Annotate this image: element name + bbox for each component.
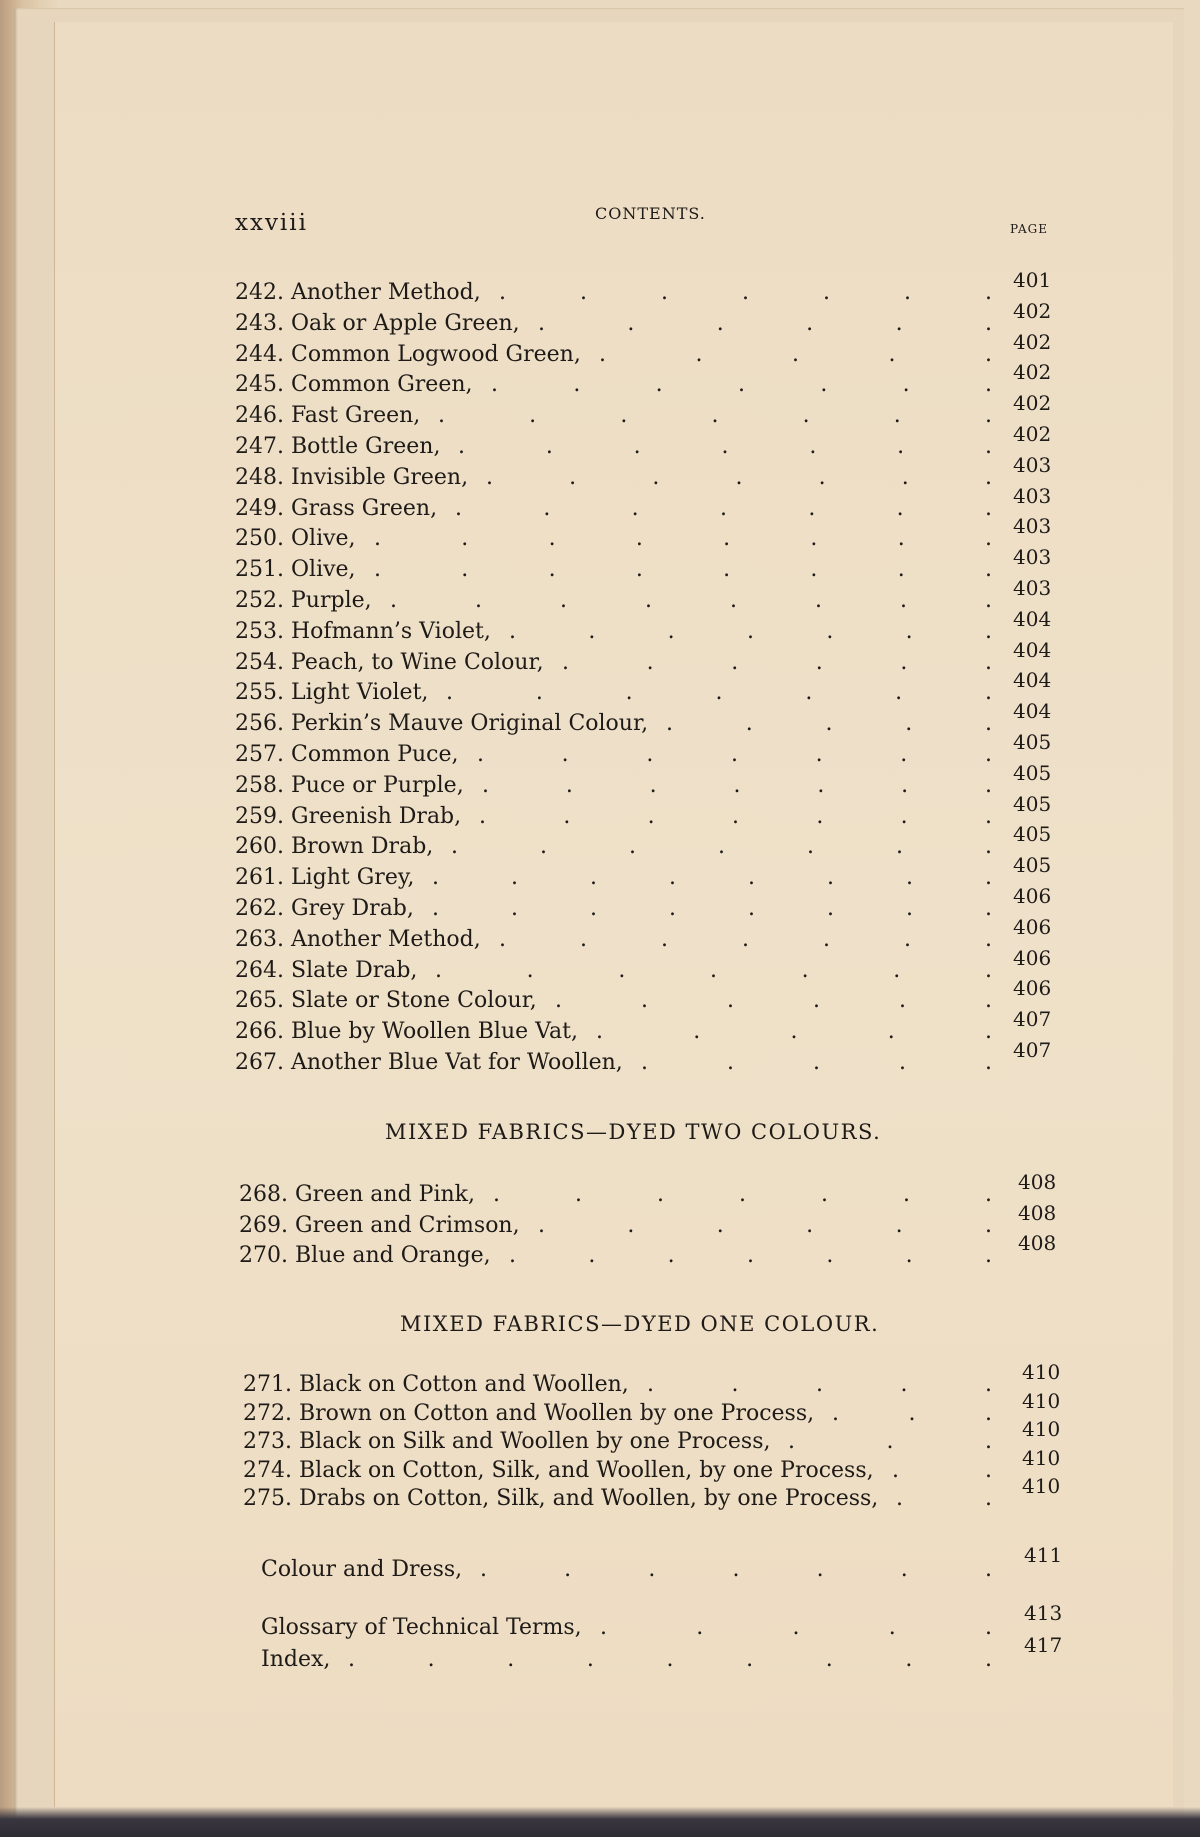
contents-entry: [235, 341, 992, 372]
contents-entry: [243, 1372, 992, 1402]
entry-page-number: 410: [1022, 1360, 1061, 1384]
entry-page-number: 410: [1022, 1445, 1061, 1470]
contents-entry: [235, 310, 992, 341]
entry-title: Fast Green,: [291, 403, 421, 429]
entry-page-number: 410: [1022, 1474, 1061, 1498]
contents-entry: [235, 588, 992, 618]
entry-number: 272.: [243, 1400, 292, 1426]
entry-page-number: 405: [1013, 822, 1052, 847]
entry-page-number: 402: [1013, 422, 1052, 446]
entry-number: 268.: [239, 1182, 288, 1207]
entry-title: Grey Drab,: [291, 896, 414, 921]
entry-page-number: 408: [1018, 1200, 1057, 1225]
entry-title: Green and Pink,: [295, 1182, 475, 1207]
entry-title: Black on Cotton and Woollen,: [299, 1372, 629, 1397]
leader-dots: . . . . . . .: [438, 403, 992, 429]
entry-page-number: 402: [1013, 329, 1052, 354]
entry-page-number: 401: [1013, 268, 1052, 292]
entry-title: Brown on Cotton and Woollen by one Process,: [299, 1400, 815, 1426]
entry-number: 243.: [235, 310, 284, 336]
contents-entry: [235, 434, 992, 464]
entry-title: Common Logwood Green,: [291, 341, 581, 367]
leader-dots: . . . . . . .: [458, 434, 992, 459]
leader-dots: . . . . . . .: [499, 926, 992, 952]
entry-number: 262.: [235, 896, 284, 921]
entry-number: 249.: [235, 495, 284, 521]
entry-title: Purple,: [291, 588, 372, 613]
leader-dots: . . . . . . .: [482, 772, 992, 798]
entry-title: Greenish Drab,: [291, 803, 462, 829]
entry-title: Glossary of Technical Terms,: [261, 1615, 582, 1640]
leader-dots: . . . . .: [641, 1050, 992, 1075]
entry-number: 265.: [235, 988, 284, 1014]
folio: xxviii: [235, 210, 309, 236]
contents-entry: [235, 896, 992, 926]
entry-page-number: 411: [1024, 1543, 1063, 1567]
entry-number: 254.: [235, 649, 284, 675]
entry-title: Light Grey,: [291, 865, 415, 891]
contents-page: [54, 22, 1173, 1807]
entry-page-number: 404: [1013, 606, 1052, 631]
entry-page-number: 403: [1013, 545, 1052, 570]
contents-entry: [243, 1457, 992, 1488]
contents-entry: [235, 649, 992, 680]
contents-entry: [243, 1486, 992, 1516]
contents-entry: [235, 803, 992, 834]
entry-page-number: 417: [1024, 1633, 1063, 1657]
entry-number: 259.: [235, 803, 284, 829]
page-title: CONTENTS.: [595, 204, 706, 223]
entry-number: 274.: [243, 1457, 292, 1483]
entry-number: 271.: [243, 1372, 292, 1397]
leader-dots: . . . . .: [666, 711, 992, 737]
entry-page-number: 408: [1018, 1231, 1057, 1255]
entry-page-number: 406: [1013, 914, 1052, 939]
leader-dots: . . . . .: [599, 341, 992, 367]
entry-number: 269.: [239, 1212, 288, 1238]
entry-title: Peach, to Wine Colour,: [291, 649, 544, 675]
contents-entry: [243, 1400, 992, 1431]
bottom-shadow: [0, 1807, 1200, 1837]
contents-entry: [235, 957, 992, 988]
entry-number: 250.: [235, 526, 284, 552]
entry-page-number: 404: [1013, 637, 1052, 662]
entry-number: 266.: [235, 1019, 284, 1045]
entry-number: 253.: [235, 618, 284, 644]
entry-title: Bottle Green,: [291, 434, 441, 459]
leader-dots: . . . . .: [596, 1019, 992, 1045]
contents-entry: [235, 280, 992, 310]
entry-page-number: 410: [1022, 1417, 1061, 1441]
leader-dots: . . . . . . .: [477, 742, 992, 767]
leader-dots: . . .: [788, 1429, 992, 1454]
entry-title: Black on Cotton, Silk, and Woollen, by one Process,: [299, 1457, 874, 1483]
leader-dots: . . . . . .: [562, 649, 992, 675]
entry-number: 247.: [235, 434, 284, 459]
entry-number: 244.: [235, 341, 284, 367]
entry-page-number: 413: [1024, 1601, 1063, 1625]
entry-title: Another Method,: [291, 280, 481, 305]
entry-title: Blue by Woollen Blue Vat,: [291, 1019, 578, 1045]
entry-number: 261.: [235, 865, 284, 891]
contents-entry: [235, 403, 992, 433]
entry-page-number: 405: [1013, 730, 1052, 754]
entry-number: 242.: [235, 280, 284, 305]
page-column-label: PAGE: [1010, 222, 1048, 236]
section-heading-two-colours: MIXED FABRICS—DYED TWO COLOURS.: [385, 1120, 882, 1144]
entry-number: 251.: [235, 557, 284, 583]
entry-title: Blue and Orange,: [295, 1243, 491, 1268]
contents-entry: [235, 526, 992, 556]
entry-number: 248.: [235, 464, 284, 490]
leader-dots: . . . . . . .: [479, 803, 992, 829]
entry-title: Puce or Purple,: [291, 772, 464, 798]
contents-entry: [235, 495, 992, 526]
contents-entry: [235, 711, 992, 741]
leader-dots: . . . . . . .: [435, 957, 992, 983]
leader-dots: . . . . . . .: [480, 1557, 992, 1582]
entry-page-number: 404: [1013, 668, 1052, 693]
leader-dots: . . . . . .: [538, 310, 992, 336]
entry-number: 246.: [235, 403, 284, 429]
leader-dots: . . . . . . .: [486, 464, 992, 490]
contents-entry: [235, 772, 992, 803]
entry-number: 255.: [235, 680, 284, 706]
entry-page-number: 403: [1013, 514, 1052, 539]
entry-number: 258.: [235, 772, 284, 798]
entry-page-number: 406: [1013, 976, 1052, 1001]
entry-number: 275.: [243, 1486, 292, 1511]
leader-dots: . . . . . . .: [491, 372, 992, 398]
entry-page-number: 407: [1013, 1038, 1052, 1062]
leader-dots: . . . . . . .: [509, 618, 992, 644]
entry-page-number: 406: [1013, 945, 1052, 970]
entry-page-number: 402: [1013, 391, 1052, 416]
contents-entry: [235, 680, 992, 710]
leader-dots: . . . . . . . .: [374, 557, 992, 583]
entry-title: Grass Green,: [291, 495, 438, 521]
entry-page-number: 404: [1013, 699, 1052, 724]
entry-title: Invisible Green,: [291, 464, 469, 490]
entry-page-number: 403: [1013, 576, 1052, 600]
entry-title: Green and Crimson,: [295, 1212, 520, 1238]
contents-entry: [235, 372, 992, 402]
contents-entry: [235, 926, 992, 957]
entry-title: Perkin’s Mauve Original Colour,: [291, 711, 649, 737]
leader-dots: . . . . . . .: [499, 280, 992, 305]
entry-title: Oak or Apple Green,: [291, 310, 520, 336]
entry-number: 260.: [235, 834, 284, 860]
leader-dots: . . . . . . . . .: [348, 1647, 992, 1672]
leader-dots: . . .: [832, 1400, 992, 1426]
entry-page-number: 407: [1013, 1007, 1052, 1032]
entry-number: 256.: [235, 711, 284, 737]
contents-entry: [235, 742, 992, 772]
entry-title: Olive,: [291, 526, 356, 552]
entry-page-number: 405: [1013, 760, 1052, 785]
contents-entry: [235, 1050, 992, 1080]
contents-entry: [239, 1182, 992, 1212]
entry-title: Light Violet,: [291, 680, 429, 706]
leader-dots: . . . . . . .: [446, 680, 992, 706]
contents-entry: [235, 618, 992, 649]
entry-title: Black on Silk and Woollen by one Process,: [299, 1429, 771, 1454]
contents-entry: [235, 988, 992, 1018]
leader-dots: . . . . . . .: [455, 495, 992, 521]
leader-dots: . . . . . . .: [509, 1243, 992, 1268]
entry-title: Index,: [261, 1647, 331, 1672]
leader-dots: . . . . . .: [538, 1212, 992, 1238]
entry-page-number: 408: [1018, 1170, 1057, 1194]
entry-title: Another Method,: [291, 926, 481, 952]
entry-number: 257.: [235, 742, 284, 767]
leader-dots: . . . . . . . .: [432, 896, 992, 921]
entry-number: 273.: [243, 1429, 292, 1454]
entry-page-number: 410: [1022, 1388, 1061, 1413]
contents-entry: [239, 1212, 992, 1243]
entry-title: Common Puce,: [291, 742, 459, 767]
contents-entry: [239, 1243, 992, 1273]
entry-title: Slate Drab,: [291, 957, 418, 983]
entry-title: Common Green,: [291, 372, 473, 398]
leader-dots: . . . . . .: [555, 988, 992, 1014]
leader-dots: . .: [892, 1457, 992, 1483]
entry-page-number: 405: [1013, 791, 1052, 816]
leader-dots: . . . . .: [600, 1615, 992, 1640]
leader-dots: . . . . . . . .: [390, 588, 992, 613]
entry-title: Colour and Dress,: [261, 1557, 463, 1582]
entry-title: Hofmann’s Violet,: [291, 618, 491, 644]
entry-page-number: 405: [1013, 853, 1052, 878]
entry-number: 270.: [239, 1243, 288, 1268]
entry-number: 252.: [235, 588, 284, 613]
entry-page-number: 403: [1013, 452, 1052, 477]
entry-number: 264.: [235, 957, 284, 983]
entry-number: 267.: [235, 1050, 284, 1075]
contents-entry: [243, 1429, 992, 1459]
entry-page-number: 402: [1013, 360, 1052, 385]
contents-entry: [235, 1019, 992, 1049]
leader-dots: . .: [896, 1486, 992, 1511]
entry-title: Olive,: [291, 557, 356, 583]
entry-number: 263.: [235, 926, 284, 952]
leader-dots: . . . . . . . .: [432, 865, 992, 891]
entry-title: Brown Drab,: [291, 834, 434, 860]
leader-dots: . . . . .: [647, 1372, 992, 1397]
entry-title: Drabs on Cotton, Silk, and Woollen, by one Process,: [299, 1486, 879, 1511]
entry-title: Slate or Stone Colour,: [291, 988, 537, 1014]
contents-entry: [235, 557, 992, 587]
contents-entry: [235, 834, 992, 864]
leader-dots: . . . . . . .: [493, 1182, 992, 1207]
leader-dots: . . . . . . . .: [374, 526, 992, 552]
entry-title: Another Blue Vat for Woollen,: [291, 1050, 623, 1075]
entry-number: 245.: [235, 372, 284, 398]
contents-entry: [235, 464, 992, 495]
section-heading-one-colour: MIXED FABRICS—DYED ONE COLOUR.: [400, 1312, 880, 1336]
contents-entry: [235, 865, 992, 895]
entry-page-number: 406: [1013, 884, 1052, 908]
entry-page-number: 403: [1013, 483, 1052, 508]
entry-page-number: 402: [1013, 298, 1052, 323]
leader-dots: . . . . . . .: [451, 834, 992, 860]
